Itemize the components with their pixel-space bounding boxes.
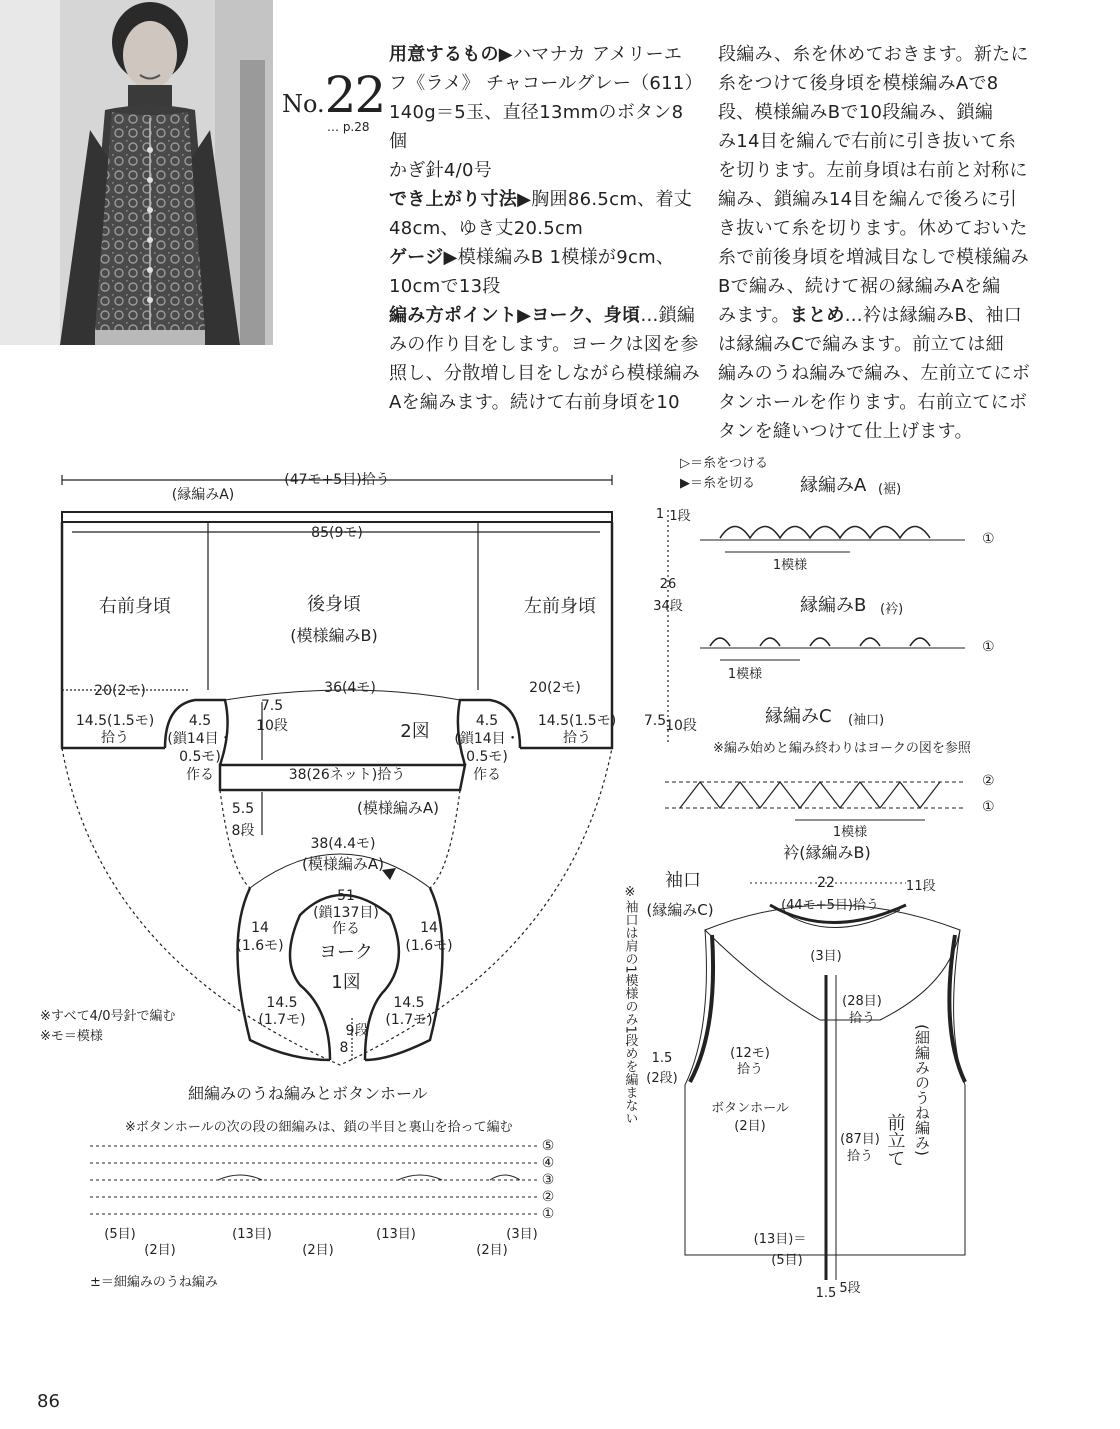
right-front-label: 右前身頃: [99, 596, 171, 617]
instruction-line: は縁編みCで編みます。前立ては細: [718, 334, 1004, 355]
pickup-width-label: 14.5(1.5モ): [537, 713, 617, 729]
instruction-line: …衿は縁編みB、袖口: [844, 305, 1023, 326]
side-height-rows-label: 34段: [653, 599, 683, 614]
collar-height-label: 1: [905, 879, 915, 894]
hem-border-label: (縁編みA): [171, 487, 235, 503]
pattern-number-value: 22: [324, 66, 385, 124]
instruction-line: 編みのうね編みで編み、左前立てにボ: [718, 363, 1031, 384]
figure-1-label: 1図: [331, 972, 361, 993]
width-label: 20(2モ): [529, 680, 581, 696]
stitch-count-label: (13目): [376, 1227, 416, 1242]
points-label: 編み方ポイント▶ヨーク、身頃: [389, 305, 641, 326]
collar-title: 衿(縁編みB): [783, 843, 871, 862]
yoke-pattern-label: (模様編みA): [302, 855, 384, 873]
pickup-label: 拾う: [846, 1149, 874, 1164]
chain-count-label: (鎖137目): [313, 905, 379, 921]
materials-text: ハマナカ アメリーエ: [512, 44, 683, 65]
size-text: 胸囲86.5cm、着丈: [531, 189, 693, 210]
stitch-count-label: (13目): [232, 1227, 272, 1242]
hook-size: かぎ針4/0号: [389, 160, 493, 181]
height-label: 7.5: [260, 698, 284, 714]
row-marker: ①: [541, 1206, 555, 1222]
collar-height-rows: 1段: [914, 879, 936, 894]
figure-2-label: 2図: [400, 721, 430, 742]
stitch-count-label: (13目)＝: [753, 1232, 807, 1247]
instruction-line: タンホールを作ります。右前立てにボ: [718, 392, 1028, 413]
legend-cut: ▶＝糸を切る: [680, 476, 755, 491]
gap-label: 4.5: [188, 713, 212, 729]
instruction-line: 糸で前後身頃を増減目なしで模様編み: [718, 247, 1030, 268]
instruction-line: 編み、鎖編み14目を編んで後ろに引: [718, 189, 1018, 210]
pattern-a-label: (模様編みA): [357, 799, 439, 817]
edging-c-note: ※編み始めと編み終わりはヨークの図を参照: [713, 741, 971, 756]
make-label: 作る: [186, 767, 214, 783]
band-height-label: 1.5: [815, 1286, 837, 1301]
instruction-line: み14目を編んで右前に引き抜いて糸: [718, 131, 1017, 152]
stitch-count-label: (2目): [734, 1119, 766, 1134]
band-height-rows: 5段: [839, 1281, 861, 1296]
back-label: 後身頃: [307, 594, 361, 615]
page-reference: … p.28: [327, 120, 370, 134]
chain-label: 0.5モ): [466, 749, 508, 765]
sleeve-pickup-label: (12モ): [730, 1046, 770, 1061]
side-height-label: 26: [659, 577, 677, 592]
instruction-line: 糸をつけて後身頃を模様編みAで8: [718, 73, 999, 94]
back-pattern-label: (模様編みB): [290, 626, 378, 645]
stitch-count-label: (5目): [104, 1227, 136, 1242]
height-label: 8: [339, 1040, 349, 1056]
stitch-count-label: (28目): [842, 994, 882, 1009]
height-label: 7.5: [643, 713, 667, 729]
buttonhole-label: ボタンホール: [711, 1101, 789, 1116]
make-label: 作る: [473, 767, 501, 783]
materials-label: 用意するもの▶: [389, 44, 513, 65]
chain-label: (鎖14目・: [454, 731, 520, 747]
collar-width-label: 22: [817, 875, 835, 891]
gauge-label: ゲージ▶: [389, 247, 458, 268]
height-rows-label: 9段: [345, 1023, 369, 1039]
edging-a-title: 縁編みA: [800, 475, 867, 496]
yoke-lower-label: 14.5: [393, 995, 425, 1011]
yoke-lower-label: (1.7モ): [258, 1012, 306, 1028]
stitch-count-label: (87目): [840, 1132, 880, 1147]
materials-text: フ《ラメ》 チャコールグレー（611）: [389, 73, 703, 94]
points-text: みの作り目をします。ヨークは図を参: [389, 334, 699, 355]
yoke-label: ヨーク: [319, 942, 373, 963]
size-label: でき上がり寸法▶: [389, 189, 532, 210]
top-pickup-label: (47モ+5目)拾う: [284, 472, 390, 488]
finishing-label: まとめ: [789, 305, 845, 326]
row-marker: ①: [982, 531, 995, 547]
yoke-side-label: 14: [420, 920, 438, 936]
stitch-count-label: (2目): [144, 1243, 176, 1258]
buttonhole-chart-title: 細編みのうね編みとボタンホール: [188, 1084, 428, 1103]
row-marker: ⑤: [541, 1138, 555, 1154]
repeat-label: 1模様: [727, 667, 763, 682]
points-text: …鎖編: [640, 305, 696, 326]
pickup-label: 拾う: [736, 1062, 764, 1077]
row-marker: ①: [982, 639, 995, 655]
row-marker: ②: [982, 773, 995, 789]
height-rows-label: 10段: [256, 718, 288, 734]
yoke-lower-label: 14.5: [266, 995, 298, 1011]
note-line: ※すべて4/0号針で編む: [40, 1009, 176, 1024]
size-text: 48cm、ゆき丈20.5cm: [389, 218, 584, 239]
yoke-lower-label: (1.7モ): [385, 1012, 433, 1028]
sleeve-height-rows: (2段): [646, 1071, 678, 1086]
instruction-line: みます。: [718, 305, 790, 326]
pickup-label: 拾う: [101, 730, 129, 746]
height-rows-label: 8段: [231, 823, 255, 839]
front-band-label: 前立て: [884, 1113, 906, 1167]
yoke-side-label: (1.6モ): [405, 938, 453, 954]
sleeve-label: 袖口: [665, 870, 701, 891]
row-marker: ③: [541, 1172, 555, 1188]
repeat-label: 1模様: [772, 558, 808, 573]
edging-b-sub: (衿): [880, 602, 904, 617]
stitch-legend: ±＝細編みのうね編み: [90, 1275, 218, 1290]
row-marker: ④: [541, 1155, 555, 1171]
gauge-text: 模様編みB 1模様が9cm、: [457, 247, 675, 268]
sleeve-height-label: 1.5: [651, 1051, 673, 1066]
collar-pickup-label: (44モ+5目)拾う: [781, 898, 879, 913]
yoke-side-label: 14: [251, 920, 269, 936]
materials-text: 140g＝5玉、直径13mmのボタン8: [389, 102, 684, 123]
instruction-line: タンを縫いつけて仕上げます。: [718, 421, 973, 442]
materials-text: 個: [389, 131, 408, 152]
instruction-line: を切ります。左前身頃は右前と対称に: [718, 160, 1028, 181]
side-height-rows-label: 1段: [669, 509, 691, 524]
gap-label: 4.5: [475, 713, 499, 729]
gauge-text: 10cmで13段: [389, 276, 501, 297]
chain-count-label: 51: [337, 888, 355, 904]
left-front-label: 左前身頃: [524, 596, 596, 617]
stitch-count-label: (3目): [810, 949, 842, 964]
stitch-count-label: (2目): [302, 1243, 334, 1258]
points-text: Aを編みます。続けて右前身頃を10: [389, 392, 680, 413]
sleeve-note: ※袖口は肩の1模様のみ1段めを編まない: [622, 885, 638, 1125]
yoke-side-label: (1.6モ): [236, 938, 284, 954]
buttonhole-chart-note: ※ボタンホールの次の段の細編みは、鎖の半目と裏山を拾って編む: [125, 1120, 513, 1135]
row-marker: ②: [541, 1189, 555, 1205]
legend-attach: ▷＝糸をつける: [680, 456, 768, 471]
row-marker: ①: [982, 799, 995, 815]
height-label: 5.5: [231, 801, 255, 817]
repeat-label: 1模様: [832, 825, 868, 840]
width-label: 20(2モ): [94, 683, 146, 699]
stitch-count-label: (5目): [771, 1253, 803, 1268]
note-line: ※モ＝模様: [40, 1029, 103, 1044]
stitch-count-label: (3目): [506, 1227, 538, 1242]
width-label: 85(9モ): [311, 525, 363, 541]
front-band-note: (細編みのうね編み): [913, 1024, 931, 1156]
edging-c-sub: (袖口): [848, 713, 885, 728]
edging-b-title: 縁編みB: [800, 595, 867, 616]
pickup-label: 拾う: [848, 1011, 876, 1026]
make-label: 作る: [332, 921, 360, 937]
edging-a-sub: (裾): [878, 482, 902, 497]
edging-c-title: 縁編みC: [765, 706, 832, 727]
instruction-line: 段編み、糸を休めておきます。新たに: [718, 44, 1029, 65]
width-label: 36(4モ): [324, 680, 376, 696]
sleeve-edging-label: (縁編みC): [646, 901, 714, 919]
stitch-count-label: (2目): [476, 1243, 508, 1258]
pattern-number-prefix: No.: [282, 90, 325, 118]
instruction-line: Bで編み、続けて裾の縁編みAを編: [718, 276, 1001, 297]
points-text: 照し、分散増し目をしながら模様編み: [389, 363, 701, 384]
chain-label: 0.5モ): [179, 749, 221, 765]
chain-label: (鎖14目・: [167, 731, 233, 747]
pickup-width-label: 14.5(1.5モ): [75, 713, 155, 729]
pickup-label: 拾う: [563, 730, 591, 746]
side-height-label: 1: [655, 507, 665, 522]
instruction-line: 段、模様編みBで10段編み、鎖編: [718, 102, 994, 123]
pickup-width-label: 38(26ネット)拾う: [288, 767, 406, 783]
yoke-width-label: 38(4.4モ): [310, 836, 376, 852]
instruction-line: き抜いて糸を切ります。休めておいた: [718, 218, 1028, 239]
height-rows-label: 10段: [665, 718, 697, 734]
page-number: 86: [37, 1391, 60, 1412]
